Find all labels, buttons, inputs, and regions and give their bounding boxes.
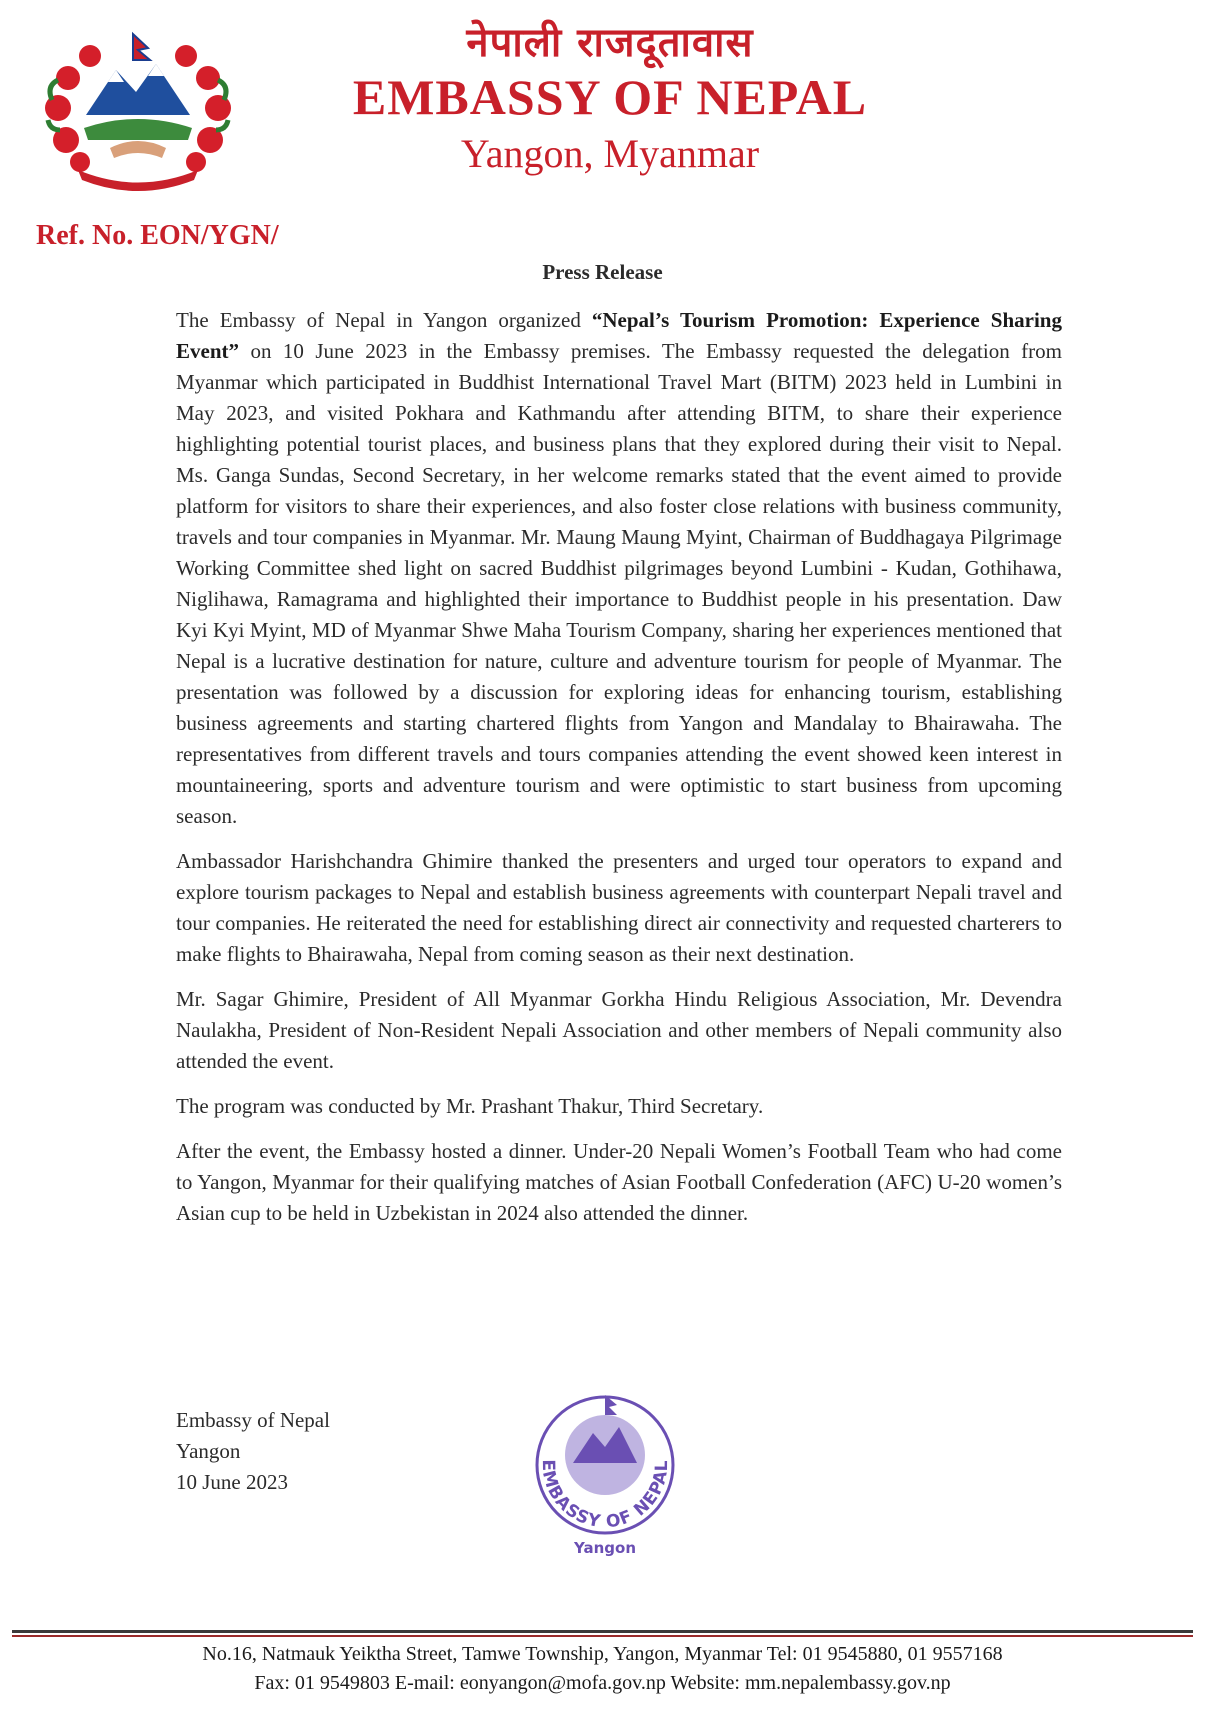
embassy-location: Yangon, Myanmar [460, 131, 760, 176]
embassy-name: EMBASSY OF NEPAL [352, 69, 868, 125]
footer-address: No.16, Natmauk Yeiktha Street, Tamwe Township, Yangon, Myanmar Tel: 01 9545880, 01 9557168 [202, 1643, 1003, 1665]
signature-city: Yangon [176, 1439, 241, 1463]
hills-icon [84, 119, 192, 140]
seal-city: Yangon [573, 1539, 637, 1557]
footer-divider [12, 1630, 1193, 1633]
nepal-coat-of-arms-emblem [38, 30, 238, 195]
paragraph-1 [176, 305, 1062, 832]
motto-ribbon [78, 170, 198, 191]
document-title: Press Release [542, 260, 663, 284]
footer-fax-email: Fax: 01 9549803 E-mail: eonyangon@mofa.gov.np Website: mm.nepalembassy.gov.np [254, 1672, 951, 1694]
footer-divider-accent [12, 1635, 1193, 1637]
paragraph-4: The program was conducted by Mr. Prashant Thakur, Third Secretary. [176, 1094, 764, 1118]
paragraph-2: Ambassador Harishchandra Ghimire thanked the presenters and urged tour operators to expand and explore tourism packages to Nepal and establish business agreements with counterpart Nepali travel and tour companies. He reiterated the need for establishing direct air connectivity and requested charterers to make flights to Bhairawaha, Nepal from coming season as their next destination. [176, 849, 1062, 966]
seal-text: EMBASSY OF NEPAL [537, 1459, 673, 1533]
letterhead [250, 18, 970, 180]
embassy-name-nepali: नेपाली राजदूतावास [466, 20, 754, 66]
signature-block [176, 1405, 330, 1498]
paragraph-3: Mr. Sagar Ghimire, President of All Myanmar Gorkha Hindu Religious Association, Mr. Devendra Naulakha, President of Non-Resident Nepali Association and other members of Nepali community also attended the event. [176, 987, 1062, 1073]
paragraph-1-text: on 10 June 2023 in the Embassy premises. The Embassy requested the delegation from Myanmar which participated in Buddhist International Travel Mart (BITM) 2023 held in Lumbini in May 2023, and visited Pokhara and Kathmandu after attending BITM, to share their experience highlighting potential tourist places, and business plans that they explored during their visit to Nepal. Ms. Ganga Sundas, Second Secretary, in her welcome remarks stated that the event aimed to provide platform for visitors to share their experiences, and also foster close relations with business community, travels and tour companies in Myanmar. Mr. Maung Maung Myint, Chairman of Buddhagaya Pilgrimage Working Committee shed light on sacred Buddhist pilgrimages beyond Lumbini - Kudan, Gothihawa, Niglihawa, Ramagrama and highlighted their importance to Buddhist people in his presentation. Daw Kyi Kyi Myint, MD of Myanmar Shwe Maha Tourism Company, sharing her experiences mentioned that Nepal is a lucrative destination for nature, culture and adventure tourism for people of Myanmar. The presentation was followed by a discussion for exploring ideas for enhancing tourism, establishing business agreements and starting chartered flights from Yangon and Mandalay to Bhairawaha. The representatives from different travels and tours companies attending the event showed keen interest in mountaineering, sports and adventure tourism and were optimistic to start business from upcoming season. [176, 339, 1062, 828]
paragraph-5: After the event, the Embassy hosted a dinner. Under-20 Nepali Women’s Football Team who had come to Yangon, Myanmar for their qualifying matches of Asian Football Confederation (AFC) U-20 women’s Asian cup to be held in Uzbekistan in 2024 also attended the dinner. [176, 1139, 1062, 1225]
mountain-icon [86, 64, 190, 115]
footer-contact [0, 1640, 1205, 1698]
event-title: “Nepal’s Tourism Promotion: Experience Sharing Event” [176, 308, 1062, 363]
signature-date: 10 June 2023 [176, 1470, 288, 1494]
handshake-icon [110, 141, 166, 158]
reference-number: Ref. No. EON/YGN/ [36, 220, 279, 251]
signature-org: Embassy of Nepal [176, 1408, 330, 1432]
press-release-body [176, 305, 1062, 1243]
embassy-seal-stamp [525, 1385, 685, 1560]
paragraph-1-intro: The Embassy of Nepal in Yangon organized [176, 308, 592, 332]
flag-icon [133, 34, 150, 60]
